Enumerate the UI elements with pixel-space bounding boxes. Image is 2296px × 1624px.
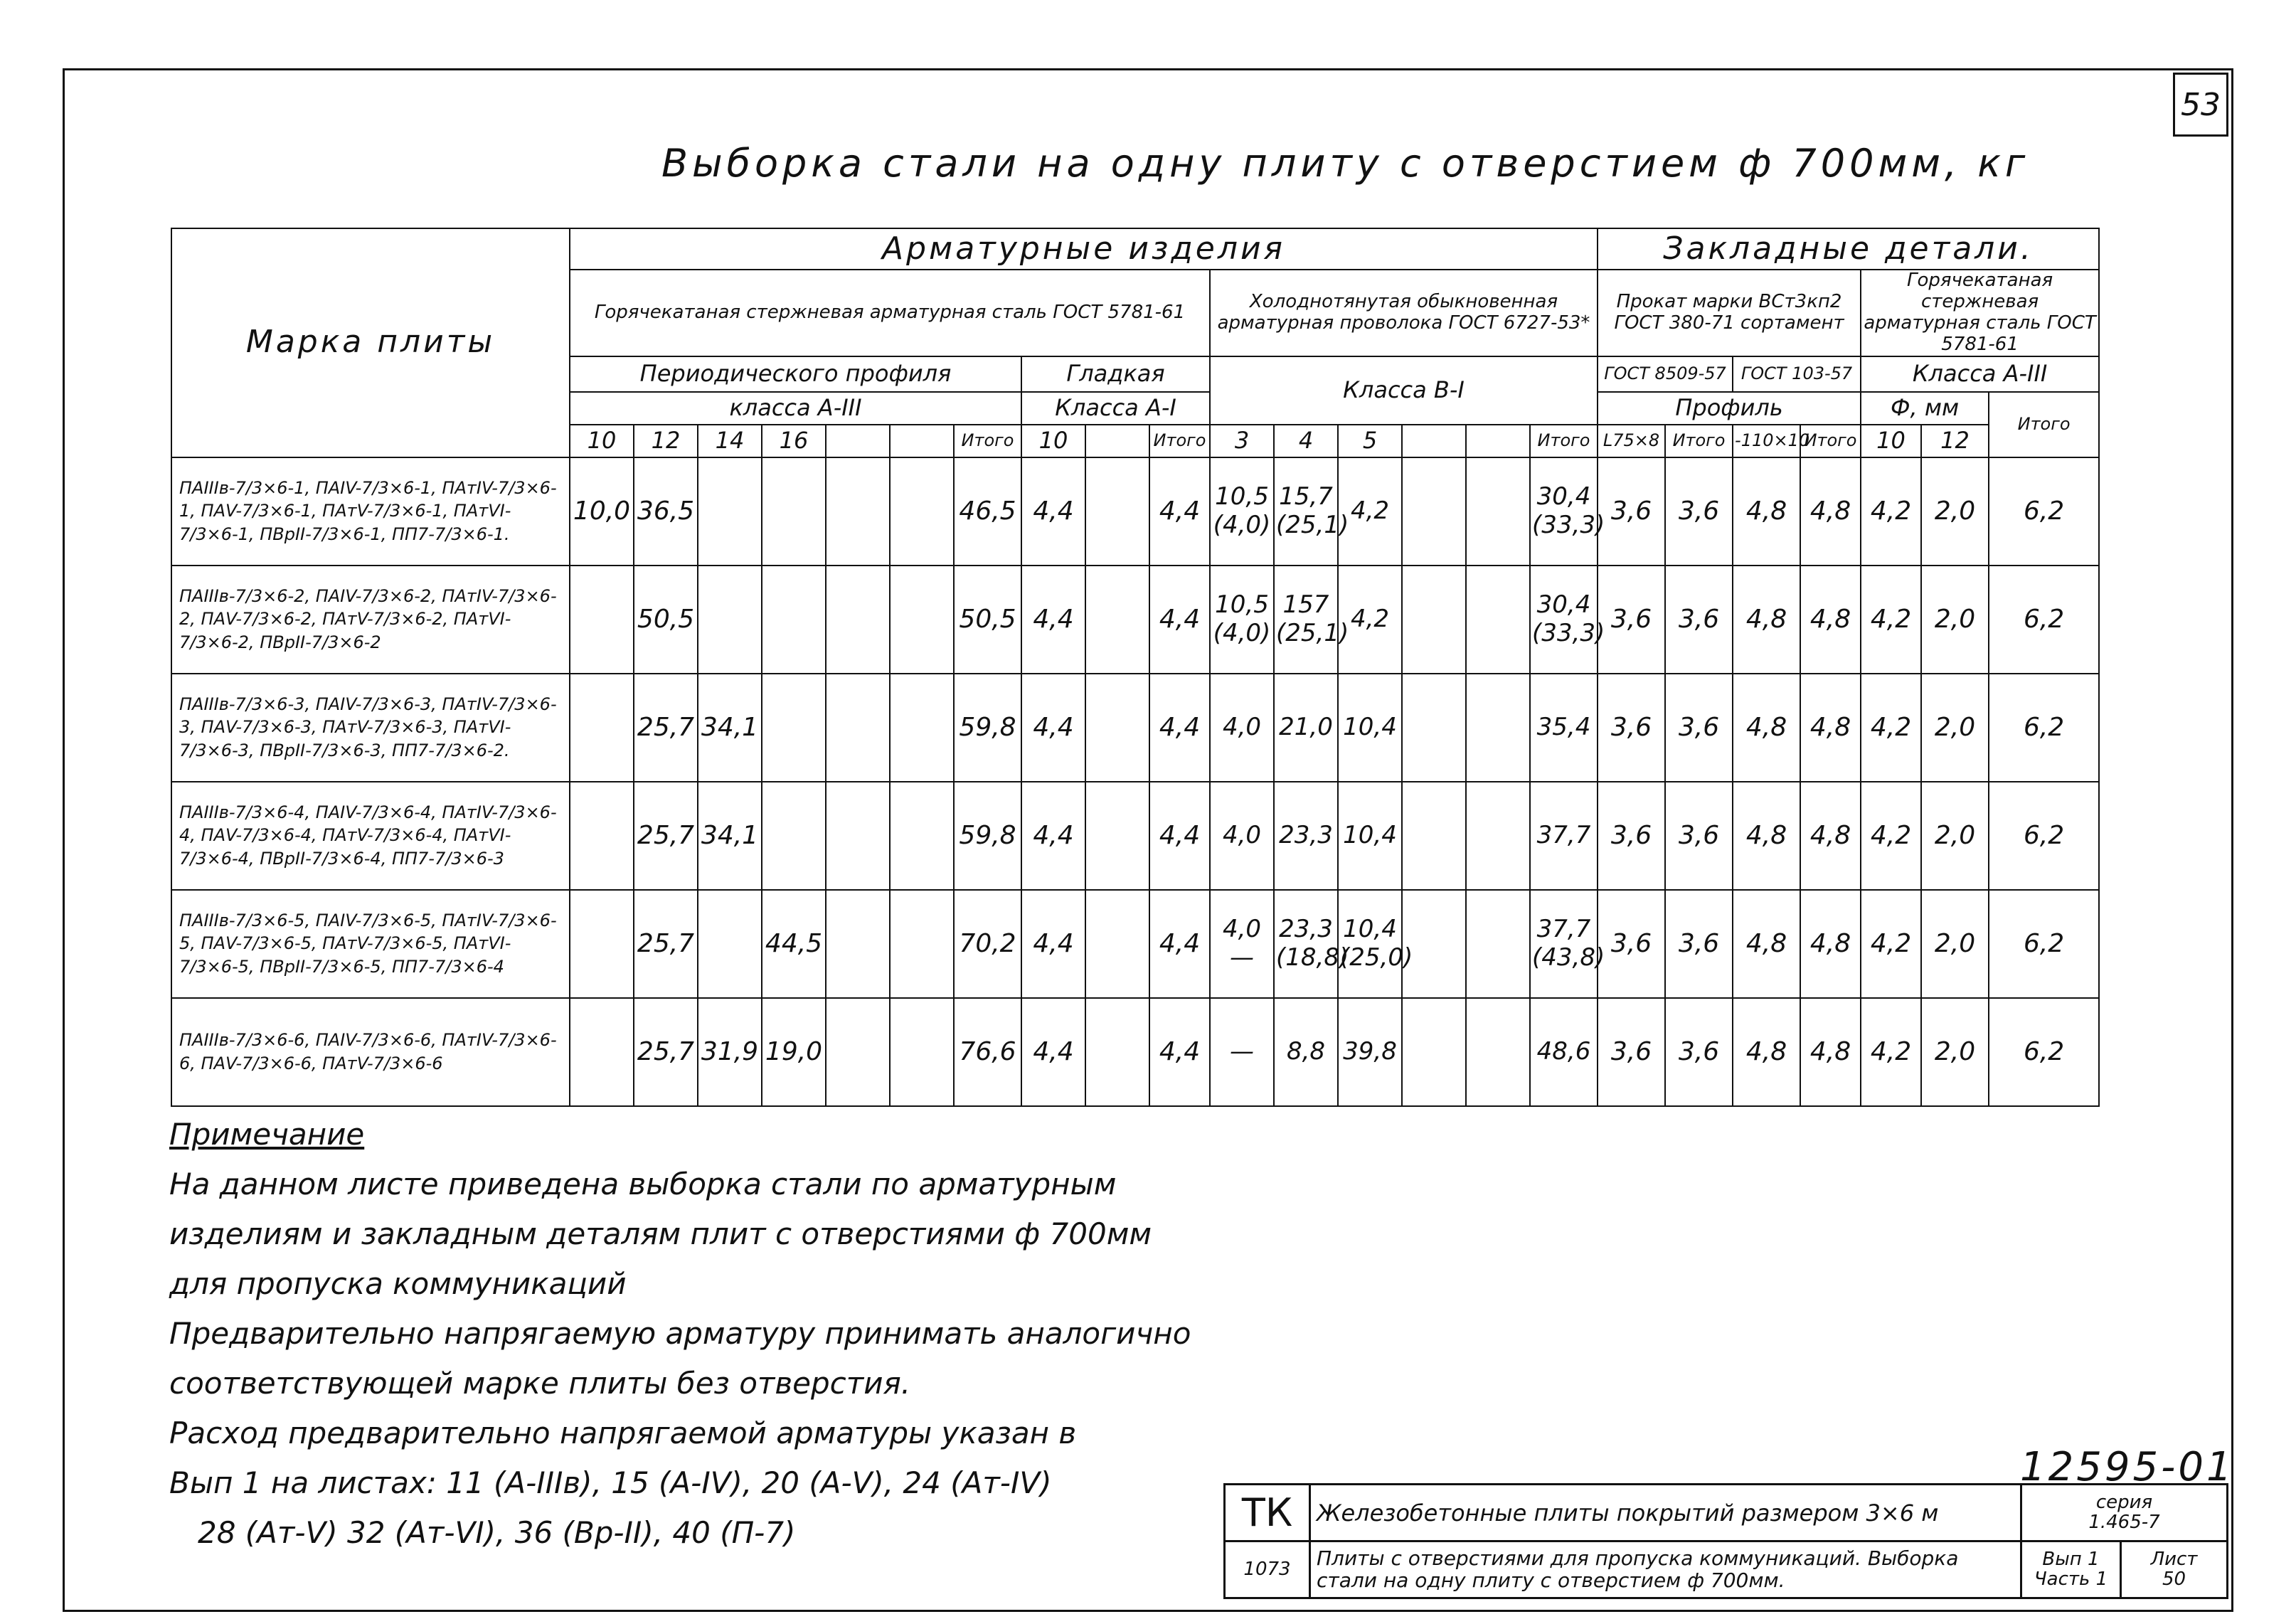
cell-g10: 4,4 bbox=[1021, 998, 1085, 1106]
cell-itogo-1: 50,5 bbox=[954, 566, 1021, 674]
header-class-a3: класса А-III bbox=[570, 392, 1021, 425]
cell-itogo-1: 59,8 bbox=[954, 782, 1021, 890]
header-itogo-3: Итого bbox=[1530, 425, 1598, 457]
cell-empty bbox=[890, 457, 954, 566]
cell-l75: 3,6 bbox=[1598, 457, 1665, 566]
cell-itogo-3: 30,4 (33,3) bbox=[1530, 457, 1598, 566]
cell-z12: 2,0 bbox=[1921, 782, 1989, 890]
cell-itogo-3: 30,4 (33,3) bbox=[1530, 566, 1598, 674]
mark-cell: ПАIIIв-7/3×6-3, ПАIV-7/3×6-3, ПАтIV-7/3×6-3, ПАV-7/3×6-3, ПАтV-7/3×6-3, ПАтVI-7/3×6-3, ПВрII-7/3×6-3, ПП7-7/3×6-2. bbox=[171, 674, 570, 782]
cell-c16 bbox=[762, 457, 826, 566]
cell-z10: 4,2 bbox=[1861, 890, 1921, 998]
cell-l110: 4,8 bbox=[1733, 457, 1800, 566]
list-label: Лист bbox=[2150, 1549, 2198, 1571]
cell-empty bbox=[890, 998, 954, 1106]
sheet-title: Выборка стали на одну плиту с отверстием ф 700мм, кг bbox=[661, 141, 2030, 186]
cell-itogo-2: 4,4 bbox=[1149, 674, 1210, 782]
cell-c16: 44,5 bbox=[762, 890, 826, 998]
cell-l75: 3,6 bbox=[1598, 890, 1665, 998]
header-class-a1: Класса А-I bbox=[1021, 392, 1210, 425]
mark-cell: ПАIIIв-7/3×6-2, ПАIV-7/3×6-2, ПАтIV-7/3×6-2, ПАV-7/3×6-2, ПАтV-7/3×6-2, ПАтVI-7/3×6-2, ПВрII-7/3×6-2 bbox=[171, 566, 570, 674]
note-line: изделиям и закладным деталям плит с отверстиями ф 700мм bbox=[169, 1216, 1152, 1251]
cell-empty bbox=[1402, 457, 1466, 566]
cell-c16 bbox=[762, 566, 826, 674]
header-zaklad: Закладные детали. bbox=[1598, 228, 2099, 270]
header-armatura: Арматурные изделия bbox=[570, 228, 1598, 270]
note-line: На данном листе приведена выборка стали по арматурным bbox=[169, 1167, 1117, 1201]
note-title: Примечание bbox=[169, 1117, 365, 1152]
cell-itogo-2: 4,4 bbox=[1149, 782, 1210, 890]
cell-z12: 2,0 bbox=[1921, 998, 1989, 1106]
cell-l75: 3,6 bbox=[1598, 566, 1665, 674]
cell-w4: 23,3 (18,8) bbox=[1274, 890, 1338, 998]
cell-w5: 10,4 (25,0) bbox=[1338, 890, 1402, 998]
title-block-vyp: Вып 1 Часть 1 bbox=[2021, 1541, 2121, 1598]
cell-c14: 31,9 bbox=[698, 998, 762, 1106]
cell-g10: 4,4 bbox=[1021, 457, 1085, 566]
cell-empty bbox=[1085, 674, 1149, 782]
cell-c12: 25,7 bbox=[634, 890, 698, 998]
cell-itogo-4: 3,6 bbox=[1665, 566, 1733, 674]
document-number: 12595-01 bbox=[2020, 1444, 2235, 1490]
cell-c10 bbox=[570, 674, 634, 782]
col-phi-10: 10 bbox=[570, 425, 634, 457]
cell-itogo-4: 3,6 bbox=[1665, 457, 1733, 566]
table-row bbox=[171, 782, 2099, 890]
col-phi-16: 16 bbox=[762, 425, 826, 457]
mark-cell: ПАIIIв-7/3×6-1, ПАIV-7/3×6-1, ПАтIV-7/3×6-1, ПАV-7/3×6-1, ПАтV-7/3×6-1, ПАтVI-7/3×6-1, ПВрII-7/3×6-1, ПП7-7/3×6-1. bbox=[171, 457, 570, 566]
header-itogo-1: Итого bbox=[954, 425, 1021, 457]
cell-w3: 4,0 bbox=[1210, 782, 1274, 890]
header-prokat: Прокат марки ВСт3кп2 ГОСТ 380-71 сортамент bbox=[1598, 270, 1861, 356]
cell-itogo-6: 6,2 bbox=[1989, 457, 2099, 566]
cell-itogo-3: 37,7 bbox=[1530, 782, 1598, 890]
cell-itogo-5: 4,8 bbox=[1800, 782, 1861, 890]
cell-c16: 19,0 bbox=[762, 998, 826, 1106]
cell-empty bbox=[1402, 566, 1466, 674]
cell-empty bbox=[1466, 782, 1530, 890]
cell-c12: 25,7 bbox=[634, 782, 698, 890]
cell-w5: 39,8 bbox=[1338, 998, 1402, 1106]
header-mark: Марка плиты bbox=[171, 228, 570, 457]
cell-itogo-6: 6,2 bbox=[1989, 782, 2099, 890]
cell-l110: 4,8 bbox=[1733, 674, 1800, 782]
cell-empty bbox=[1085, 457, 1149, 566]
cell-itogo-6: 6,2 bbox=[1989, 890, 2099, 998]
cell-itogo-4: 3,6 bbox=[1665, 890, 1733, 998]
header-hot-rolled-2: Горячекатаная стержневая арматурная сталь ГОСТ 5781-61 bbox=[1861, 270, 2099, 356]
cell-empty bbox=[1466, 457, 1530, 566]
cell-l75: 3,6 bbox=[1598, 674, 1665, 782]
cell-c14: 34,1 bbox=[698, 782, 762, 890]
cell-g10: 4,4 bbox=[1021, 566, 1085, 674]
cell-g10: 4,4 bbox=[1021, 782, 1085, 890]
cell-empty bbox=[1466, 566, 1530, 674]
cell-l110: 4,8 bbox=[1733, 890, 1800, 998]
header-gost103: ГОСТ 103-57 bbox=[1733, 356, 1861, 392]
cell-w5: 4,2 bbox=[1338, 457, 1402, 566]
cell-empty bbox=[1402, 782, 1466, 890]
col-phi-12: 12 bbox=[634, 425, 698, 457]
series-value: 1.465-7 bbox=[2088, 1511, 2160, 1533]
series-label: серия bbox=[2095, 1492, 2153, 1514]
header-itogo-2: Итого bbox=[1149, 425, 1210, 457]
cell-w3: — bbox=[1210, 998, 1274, 1106]
cell-itogo-4: 3,6 bbox=[1665, 674, 1733, 782]
cell-itogo-2: 4,4 bbox=[1149, 998, 1210, 1106]
page-number: 53 bbox=[2173, 73, 2228, 137]
cell-z10: 4,2 bbox=[1861, 998, 1921, 1106]
cell-empty bbox=[826, 674, 890, 782]
cell-empty bbox=[826, 457, 890, 566]
cell-w5: 10,4 bbox=[1338, 674, 1402, 782]
cell-c16 bbox=[762, 674, 826, 782]
cell-empty bbox=[1085, 782, 1149, 890]
header-class-a3b: Класса А-III bbox=[1861, 356, 2099, 392]
header-periodic: Периодического профиля bbox=[570, 356, 1021, 392]
col-phi-4: 4 bbox=[1274, 425, 1338, 457]
cell-itogo-5: 4,8 bbox=[1800, 566, 1861, 674]
header-smooth: Гладкая bbox=[1021, 356, 1210, 392]
cell-itogo-3: 35,4 bbox=[1530, 674, 1598, 782]
cell-w4: 157 (25,1) bbox=[1274, 566, 1338, 674]
cell-empty bbox=[826, 566, 890, 674]
table-row bbox=[171, 674, 2099, 782]
cell-l110: 4,8 bbox=[1733, 566, 1800, 674]
mark-cell: ПАIIIв-7/3×6-6, ПАIV-7/3×6-6, ПАтIV-7/3×6-6, ПАV-7/3×6-6, ПАтV-7/3×6-6 bbox=[171, 998, 570, 1106]
cell-empty bbox=[890, 782, 954, 890]
cell-c12: 50,5 bbox=[634, 566, 698, 674]
note-block bbox=[169, 1110, 1194, 1558]
cell-itogo-5: 4,8 bbox=[1800, 998, 1861, 1106]
cell-itogo-2: 4,4 bbox=[1149, 566, 1210, 674]
title-block bbox=[1223, 1483, 2228, 1599]
title-block-code: 1073 bbox=[1225, 1541, 1310, 1598]
cell-z12: 2,0 bbox=[1921, 566, 1989, 674]
cell-g10: 4,4 bbox=[1021, 674, 1085, 782]
cell-itogo-5: 4,8 bbox=[1800, 674, 1861, 782]
cell-itogo-1: 76,6 bbox=[954, 998, 1021, 1106]
table-row bbox=[171, 998, 2099, 1106]
cell-empty bbox=[826, 782, 890, 890]
cell-itogo-1: 59,8 bbox=[954, 674, 1021, 782]
col-phi-5: 5 bbox=[1338, 425, 1402, 457]
list-value: 50 bbox=[2162, 1568, 2186, 1590]
cell-empty bbox=[1466, 998, 1530, 1106]
cell-empty bbox=[1085, 566, 1149, 674]
cell-c14 bbox=[698, 566, 762, 674]
cell-c12: 25,7 bbox=[634, 674, 698, 782]
cell-empty bbox=[890, 890, 954, 998]
cell-c14: 34,1 bbox=[698, 674, 762, 782]
table-row bbox=[171, 457, 2099, 566]
cell-itogo-4: 3,6 bbox=[1665, 782, 1733, 890]
title-block-subtitle: Плиты с отверстиями для пропуска коммуникаций. Выборка стали на одну плиту с отверстием ф 700мм. bbox=[1310, 1541, 2021, 1598]
cell-empty bbox=[826, 998, 890, 1106]
steel-selection-table bbox=[171, 228, 2100, 1107]
col-empty bbox=[1402, 425, 1466, 457]
col-phi-10b: 10 bbox=[1021, 425, 1085, 457]
col-l110: -110×10 bbox=[1733, 425, 1800, 457]
title-block-list bbox=[2121, 1541, 2228, 1598]
note-line: Предварительно напрягаемую арматуру принимать аналогично bbox=[169, 1316, 1191, 1351]
header-cold-drawn: Холоднотянутая обыкновенная арматурная проволока ГОСТ 6727-53* bbox=[1210, 270, 1598, 356]
col-empty bbox=[826, 425, 890, 457]
col-empty bbox=[1466, 425, 1530, 457]
cell-z10: 4,2 bbox=[1861, 566, 1921, 674]
header-profile: Профиль bbox=[1598, 392, 1861, 425]
cell-empty bbox=[1402, 674, 1466, 782]
note-line: Вып 1 на листах: 11 (А-IIIв), 15 (А-IV), 20 (А-V), 24 (Ат-IV) bbox=[169, 1465, 1052, 1500]
cell-z12: 2,0 bbox=[1921, 890, 1989, 998]
cell-itogo-6: 6,2 bbox=[1989, 998, 2099, 1106]
cell-itogo-6: 6,2 bbox=[1989, 566, 2099, 674]
cell-c12: 36,5 bbox=[634, 457, 698, 566]
cell-z12: 2,0 bbox=[1921, 457, 1989, 566]
header-class-b1: Класса В-I bbox=[1210, 356, 1598, 425]
cell-empty bbox=[890, 674, 954, 782]
cell-w3: 4,0 — bbox=[1210, 890, 1274, 998]
cell-c16 bbox=[762, 782, 826, 890]
cell-itogo-6: 6,2 bbox=[1989, 674, 2099, 782]
cell-z10: 4,2 bbox=[1861, 674, 1921, 782]
table-row bbox=[171, 890, 2099, 998]
cell-w3: 4,0 bbox=[1210, 674, 1274, 782]
note-line: соответствующей марке плиты без отверстия. bbox=[169, 1366, 911, 1401]
header-phi-4: Ф, мм bbox=[1861, 392, 1989, 425]
cell-l75: 3,6 bbox=[1598, 998, 1665, 1106]
cell-z10: 4,2 bbox=[1861, 782, 1921, 890]
cell-c10 bbox=[570, 782, 634, 890]
cell-itogo-5: 4,8 bbox=[1800, 457, 1861, 566]
cell-itogo-5: 4,8 bbox=[1800, 890, 1861, 998]
table-row bbox=[171, 566, 2099, 674]
cell-itogo-3: 37,7 (43,8) bbox=[1530, 890, 1598, 998]
cell-z12: 2,0 bbox=[1921, 674, 1989, 782]
cell-itogo-3: 48,6 bbox=[1530, 998, 1598, 1106]
header-itogo-6: Итого bbox=[1989, 392, 2099, 457]
cell-w4: 15,7 (25,1) bbox=[1274, 457, 1338, 566]
cell-c10 bbox=[570, 890, 634, 998]
table-body bbox=[171, 457, 2099, 1106]
cell-l75: 3,6 bbox=[1598, 782, 1665, 890]
note-line: для пропуска коммуникаций bbox=[169, 1266, 627, 1301]
cell-itogo-1: 70,2 bbox=[954, 890, 1021, 998]
cell-c12: 25,7 bbox=[634, 998, 698, 1106]
cell-c10: 10,0 bbox=[570, 457, 634, 566]
cell-c14 bbox=[698, 457, 762, 566]
col-l75: L75×8 bbox=[1598, 425, 1665, 457]
col-phi-14: 14 bbox=[698, 425, 762, 457]
cell-c10 bbox=[570, 566, 634, 674]
col-phi-3: 3 bbox=[1210, 425, 1274, 457]
cell-l110: 4,8 bbox=[1733, 782, 1800, 890]
col-phi-12c: 12 bbox=[1921, 425, 1989, 457]
col-empty bbox=[890, 425, 954, 457]
header-itogo-5: Итого bbox=[1800, 425, 1861, 457]
col-empty bbox=[1085, 425, 1149, 457]
cell-empty bbox=[1085, 890, 1149, 998]
note-line: 28 (Ат-V) 32 (Ат-VI), 36 (Вр-II), 40 (П-7) bbox=[198, 1515, 796, 1550]
cell-itogo-4: 3,6 bbox=[1665, 998, 1733, 1106]
cell-w5: 10,4 bbox=[1338, 782, 1402, 890]
cell-w4: 21,0 bbox=[1274, 674, 1338, 782]
title-block-tk: ТК bbox=[1225, 1485, 1310, 1541]
cell-empty bbox=[890, 566, 954, 674]
col-phi-10c: 10 bbox=[1861, 425, 1921, 457]
cell-empty bbox=[1466, 890, 1530, 998]
cell-g10: 4,4 bbox=[1021, 890, 1085, 998]
title-block-series bbox=[2021, 1485, 2228, 1541]
cell-empty bbox=[826, 890, 890, 998]
cell-w3: 10,5 (4,0) bbox=[1210, 566, 1274, 674]
note-line: Расход предварительно напрягаемой арматуры указан в bbox=[169, 1416, 1077, 1450]
header-itogo-4: Итого bbox=[1665, 425, 1733, 457]
header-gost8509: ГОСТ 8509-57 bbox=[1598, 356, 1733, 392]
cell-empty bbox=[1402, 998, 1466, 1106]
cell-c10 bbox=[570, 998, 634, 1106]
cell-itogo-2: 4,4 bbox=[1149, 457, 1210, 566]
cell-w4: 23,3 bbox=[1274, 782, 1338, 890]
cell-w4: 8,8 bbox=[1274, 998, 1338, 1106]
title-block-title: Железобетонные плиты покрытий размером 3×6 м bbox=[1310, 1485, 2021, 1541]
cell-w5: 4,2 bbox=[1338, 566, 1402, 674]
cell-itogo-2: 4,4 bbox=[1149, 890, 1210, 998]
cell-w3: 10,5 (4,0) bbox=[1210, 457, 1274, 566]
cell-z10: 4,2 bbox=[1861, 457, 1921, 566]
cell-c14 bbox=[698, 890, 762, 998]
cell-l110: 4,8 bbox=[1733, 998, 1800, 1106]
mark-cell: ПАIIIв-7/3×6-5, ПАIV-7/3×6-5, ПАтIV-7/3×6-5, ПАV-7/3×6-5, ПАтV-7/3×6-5, ПАтVI-7/3×6-5, ПВрII-7/3×6-5, ПП7-7/3×6-4 bbox=[171, 890, 570, 998]
mark-cell: ПАIIIв-7/3×6-4, ПАIV-7/3×6-4, ПАтIV-7/3×6-4, ПАV-7/3×6-4, ПАтV-7/3×6-4, ПАтVI-7/3×6-4, ПВрII-7/3×6-4, ПП7-7/3×6-3 bbox=[171, 782, 570, 890]
header-hot-rolled: Горячекатаная стержневая арматурная сталь ГОСТ 5781-61 bbox=[570, 270, 1210, 356]
cell-empty bbox=[1466, 674, 1530, 782]
cell-empty bbox=[1085, 998, 1149, 1106]
cell-itogo-1: 46,5 bbox=[954, 457, 1021, 566]
